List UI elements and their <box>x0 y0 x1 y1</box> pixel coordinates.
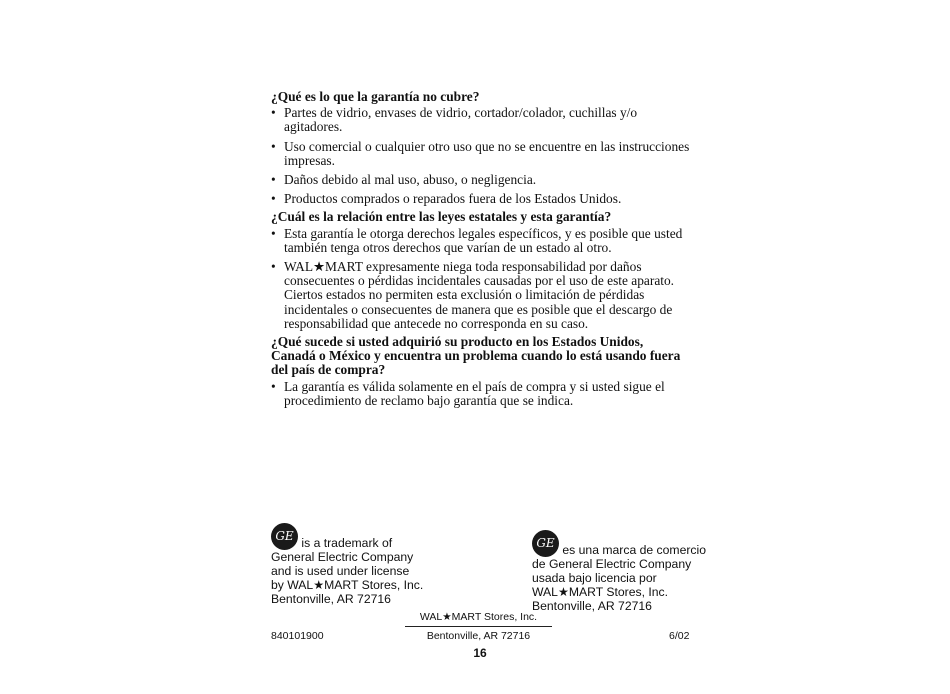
trademark-line: de General Electric Company <box>532 557 692 571</box>
address-line: Bentonville, AR 72716 <box>426 630 531 642</box>
center-address <box>405 611 552 643</box>
date-code: 6/02 <box>669 630 690 642</box>
trademark-line: by WAL★MART Stores, Inc. <box>271 578 424 592</box>
section-heading: ¿Qué es lo que la garantía no cubre? <box>271 89 480 104</box>
trademark-line: General Electric Company <box>271 550 414 564</box>
trademark-notice-spanish <box>532 530 722 613</box>
trademark-line: WAL★MART Stores, Inc. <box>532 585 668 599</box>
trademark-line: and is used under license <box>271 564 410 578</box>
trademark-line: Bentonville, AR 72716 <box>271 592 391 606</box>
bullet-list <box>271 106 691 206</box>
bullet-item: • Esta garantía le otorga derechos legales específicos, y es posible que usted también tenga otros derechos que varían de un estado al otro. <box>271 227 691 255</box>
trademark-notice-english <box>271 523 471 606</box>
section-heading: ¿Qué sucede si usted adquirió su producto en los Estados Unidos, Canadá o México y encuentra un problema cuando lo está usando fuera del país de compra? <box>271 334 681 378</box>
bullet-item: • Uso comercial o cualquier otro uso que no se encuentre en las instrucciones impresas. <box>271 140 691 168</box>
bullet-item: • Partes de vidrio, envases de vidrio, cortador/colador, cuchillas y/o agitadores. <box>271 106 691 134</box>
bullet-item: • WAL★MART expresamente niega toda responsabilidad por daños consecuentes o pérdidas incidentales causadas por el uso de este aparato. Ciertos estados no permiten esta exclusión o limitación de pérdidas incidentales o consecuentes de manera que es posible que el descargo de responsabilidad que antecede no corresponda en su caso. <box>271 260 691 331</box>
bullet-item: • Daños debido al mal uso, abuso, o negligencia. <box>271 173 691 187</box>
bullet-list <box>271 227 691 331</box>
trademark-line: Bentonville, AR 72716 <box>532 599 652 613</box>
part-number: 840101900 <box>271 630 324 642</box>
warranty-content <box>271 90 691 412</box>
trademark-line: is a trademark of <box>301 536 393 550</box>
ge-logo-icon: GE <box>532 530 559 557</box>
bullet-item: • La garantía es válida solamente en el país de compra y si usted sigue el procedimiento de reclamo bajo garantía que se indica. <box>271 380 691 408</box>
address-line: WAL★MART Stores, Inc. <box>419 611 538 623</box>
trademark-line: es una marca de comercio <box>562 543 706 557</box>
divider <box>405 626 552 627</box>
bullet-list <box>271 380 691 408</box>
trademark-line: usada bajo licencia por <box>532 571 657 585</box>
bullet-item: • Productos comprados o reparados fuera de los Estados Unidos. <box>271 192 691 206</box>
page-number: 16 <box>473 646 487 660</box>
ge-logo-icon: GE <box>271 523 298 550</box>
section-heading: ¿Cuál es la relación entre las leyes estatales y esta garantía? <box>271 209 612 225</box>
